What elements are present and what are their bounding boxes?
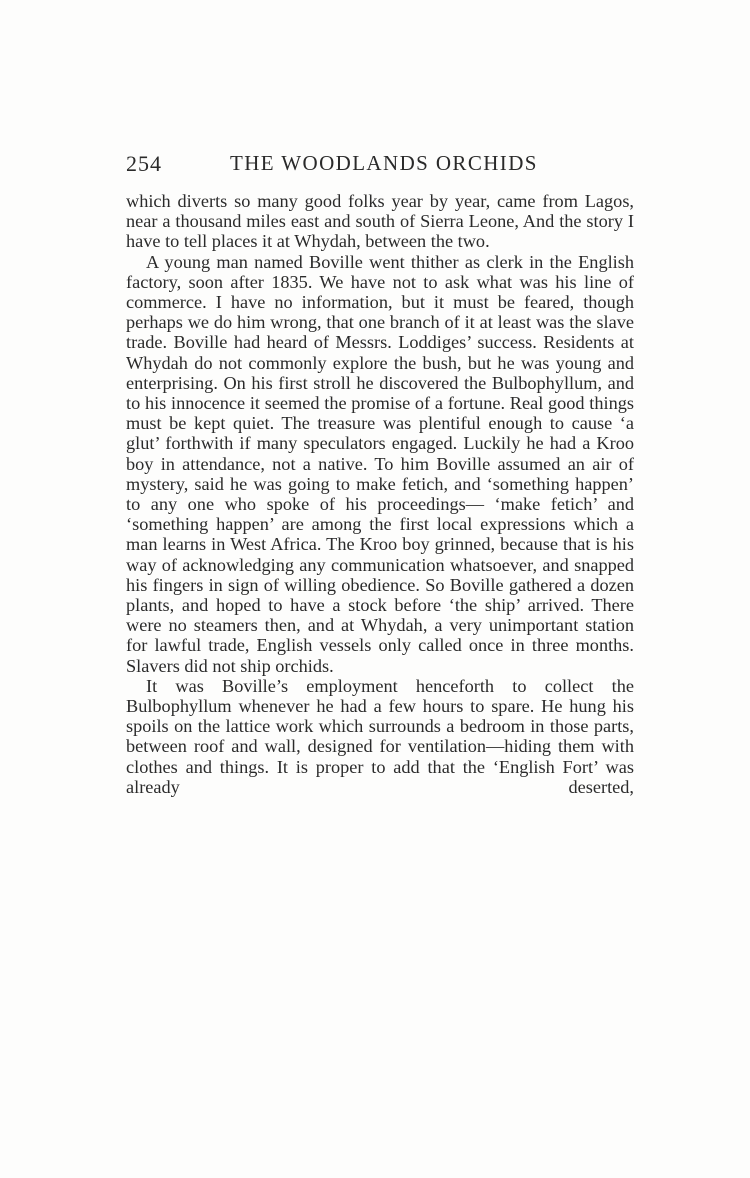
running-head: THE WOODLANDS ORCHIDS (230, 151, 538, 175)
page-number: 254 (126, 151, 162, 176)
body-text (126, 191, 634, 797)
paragraph: It was Boville’s employment henceforth to collect the Bulbophyllum whenever he had a few hours to spare. He hung his spoils on the lattice work which surrounds a bedroom in those parts, between roof and wall, designed for ventilation—hiding them with clothes and things. It is proper to add that the ‘English Fort’ was already deserted, (126, 675, 634, 797)
paragraph: A young man named Boville went thither as clerk in the English factory, soon after 1835. We have not to ask what was his line of commerce. I have no information, but it must be feared, though perhaps we do him wrong, that one branch of it at least was the slave trade. Boville had heard of Messrs. Loddiges’ success. Residents at Whydah do not commonly explore the bush, but he was young and enterprising. On his first stroll he discovered the Bulbophyllum, and to his innocence it seemed the promise of a fortune. Real good things must be kept quiet. The treasure was plentiful enough to cause ‘a glut’ forthwith if many speculators engaged. Luckily he had a Kroo boy in attendance, not a native. To him Boville assumed an air of mystery, said he was going to make fetich, and ‘something happen’ to any one who spoke of his proceedings— ‘make fetich’ and ‘something happen’ are among the first local expressions which a man learns in West Africa. The Kroo boy grinned, because that is his way of acknowledging any communication whatsoever, and snapped his fingers in sign of willing obedience. So Boville gathered a dozen plants, and hoped to have a stock before ‘the ship’ arrived. There were no steamers then, and at Whydah, a very unimportant station for lawful trade, English vessels only called once in three months. Slavers did not ship orchids. (126, 251, 634, 676)
page-header (126, 151, 636, 181)
paragraph: which diverts so many good folks year by year, came from Lagos, near a thousand miles east and south of Sierra Leone, And the story I have to tell places it at Whydah, between the two. (126, 191, 634, 252)
